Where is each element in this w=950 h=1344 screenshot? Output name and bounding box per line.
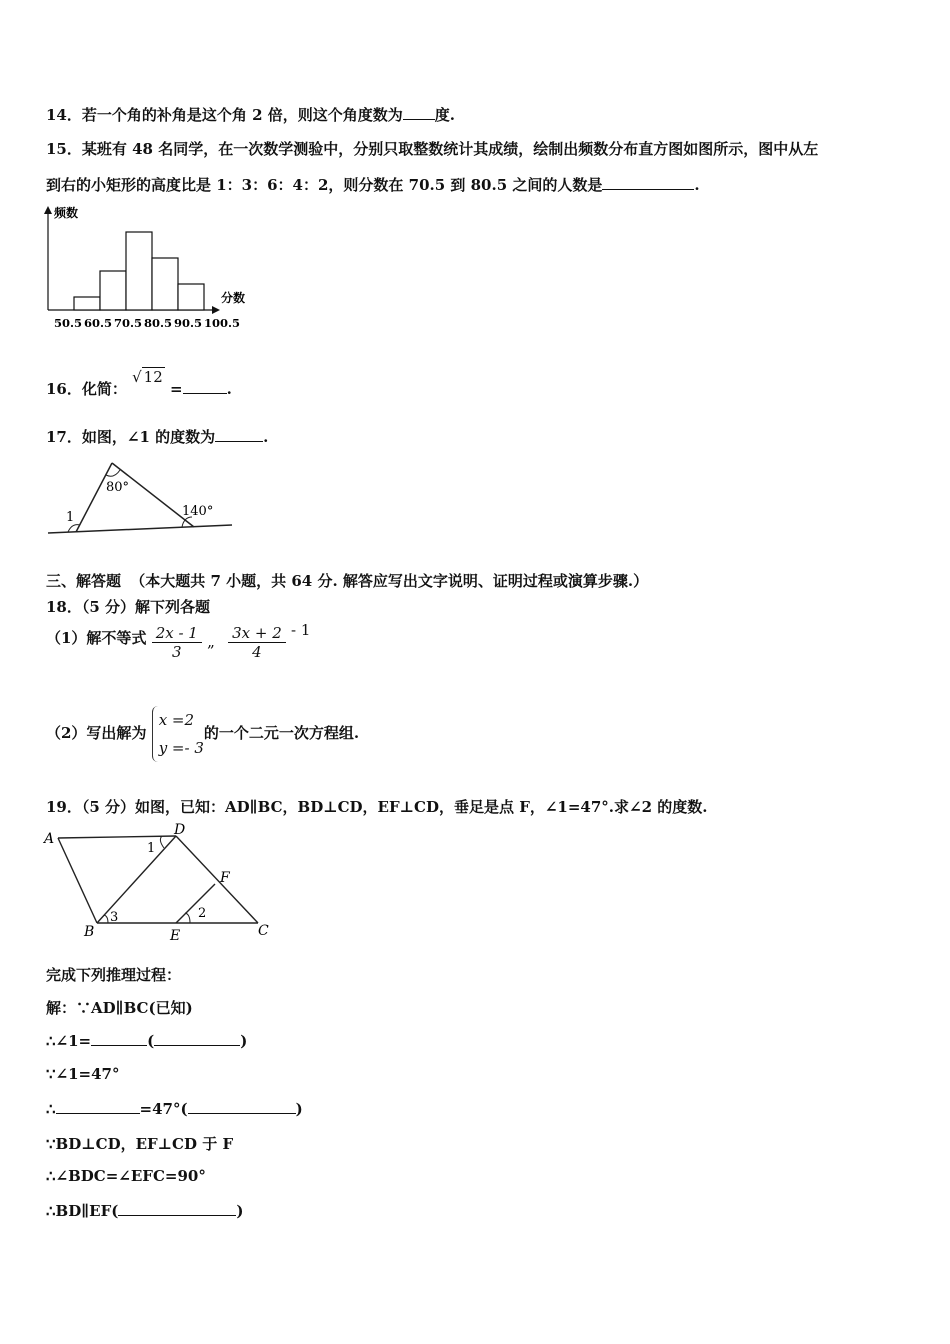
q18-eq2: y =- 3 bbox=[158, 739, 204, 757]
hist-tick-label: 80.5 bbox=[144, 316, 173, 330]
q19-point-B: B bbox=[84, 924, 95, 940]
q19-line-AD bbox=[58, 836, 176, 838]
hist-bar-0 bbox=[74, 297, 100, 310]
q19-line-BD bbox=[97, 836, 176, 923]
q19-angle-1: 1 bbox=[147, 841, 156, 856]
q14-text: 14．若一个角的补角是这个角 2 倍，则这个角度数为 bbox=[46, 106, 403, 124]
q18-frac1-num: 2x - 1 bbox=[152, 624, 202, 643]
q14-line bbox=[46, 104, 455, 125]
q14-answer-blank[interactable] bbox=[403, 105, 435, 120]
q19-step-4-end: ) bbox=[295, 1100, 303, 1118]
q15-answer-blank[interactable] bbox=[602, 175, 694, 190]
q17-answer-blank[interactable] bbox=[215, 427, 263, 442]
q18-relation: „ bbox=[207, 632, 215, 651]
q19-step-7 bbox=[46, 1201, 243, 1220]
q18-frac2 bbox=[228, 624, 286, 661]
q19-step-2-mid: ( bbox=[147, 1032, 155, 1050]
q19-step-4-mid: =47°( bbox=[139, 1100, 188, 1118]
q18-tail: - 1 bbox=[290, 620, 311, 639]
q16-label: 16．化简： bbox=[46, 380, 127, 398]
q17-angle-1: 1 bbox=[66, 510, 75, 525]
q19-angle-3: 3 bbox=[110, 910, 119, 925]
q18-frac2-num: 3x + 2 bbox=[228, 624, 286, 643]
q19-step-7-pre: ∴BD∥EF( bbox=[46, 1202, 119, 1220]
q17-angle-right: 140° bbox=[182, 504, 214, 519]
q18-frac1 bbox=[152, 624, 202, 661]
q19-point-C: C bbox=[258, 923, 269, 939]
q15-line-1: 15．某班有 48 名同学，在一次数学测验中，分别只取整数统计其成绩，绘制出频数分布直方图如图所示，图中从左 bbox=[46, 140, 819, 158]
q16-answer-blank[interactable] bbox=[183, 379, 227, 394]
q19-step-1: 解：∵AD∥BC(已知) bbox=[46, 999, 193, 1017]
q18-frac1-den: 3 bbox=[171, 643, 182, 661]
q19-step-2-end: ) bbox=[240, 1032, 248, 1050]
sqrt-sign-icon: √ bbox=[132, 368, 142, 386]
q16-sqrt bbox=[132, 368, 165, 386]
q18-frac2-den: 4 bbox=[252, 643, 262, 661]
q19-arc-3 bbox=[104, 915, 108, 923]
section3-header bbox=[46, 570, 648, 591]
q17-line bbox=[46, 426, 268, 447]
section3-title: 三、解答题 bbox=[46, 572, 122, 590]
q17-base-line bbox=[48, 525, 232, 533]
q15-line-2-text: 到右的小矩形的高度比是 1：3：6：4：2，则分数在 70.5 到 80.5 之间的人数是 bbox=[46, 176, 603, 194]
q19-arc-1 bbox=[160, 836, 164, 848]
q19-angle-2: 2 bbox=[198, 906, 207, 921]
q17-angle-top: 80° bbox=[106, 480, 130, 495]
q19-step-2-blank-b[interactable] bbox=[154, 1031, 240, 1046]
q19-step-2 bbox=[46, 1031, 247, 1050]
q19-step-4-blank-a[interactable] bbox=[56, 1099, 140, 1114]
q19-point-E: E bbox=[170, 928, 181, 944]
q18-part1 bbox=[46, 620, 311, 661]
q19-step-7-end: ) bbox=[236, 1202, 244, 1220]
q16-equals: = bbox=[170, 380, 183, 398]
hist-bar-4 bbox=[178, 284, 204, 310]
q17-end: . bbox=[263, 428, 269, 446]
q18-part2 bbox=[46, 706, 359, 762]
q19-arc-2 bbox=[185, 913, 190, 923]
hist-bar-1 bbox=[100, 271, 126, 310]
q19-step-4-blank-b[interactable] bbox=[188, 1099, 296, 1114]
q17-text: 17．如图，∠1 的度数为 bbox=[46, 428, 216, 446]
q15-line-2-suffix: . bbox=[694, 176, 700, 194]
q19-complete: 完成下列推理过程： bbox=[46, 966, 182, 984]
q18-part2-suffix: 的一个二元一次方程组. bbox=[203, 724, 360, 742]
q19-point-A: A bbox=[44, 831, 55, 847]
q19-line-EF bbox=[176, 884, 215, 923]
section3-note: （本大题共 7 小题，共 64 分. 解答应写出文字说明、证明过程或演算步骤.） bbox=[130, 572, 649, 590]
frequency-histogram bbox=[40, 200, 280, 340]
hist-tick-label: 60.5 bbox=[84, 316, 113, 330]
hist-bar-3 bbox=[152, 258, 178, 310]
q19-step-4 bbox=[46, 1099, 303, 1118]
q16-radicand: 12 bbox=[143, 368, 163, 386]
q14-suffix: 度. bbox=[434, 106, 455, 124]
q19-line-AB bbox=[58, 838, 97, 923]
hist-y-label: 频数 bbox=[54, 206, 79, 220]
q19-step-6: ∴∠BDC=∠EFC=90° bbox=[46, 1167, 206, 1185]
hist-x-arrow bbox=[212, 306, 220, 314]
q19-step-3: ∵∠1=47° bbox=[46, 1065, 120, 1083]
q15-line-2 bbox=[46, 174, 700, 195]
q18-system bbox=[152, 706, 204, 762]
q16-end: . bbox=[226, 380, 232, 398]
hist-tick-label: 70.5 bbox=[114, 316, 143, 330]
q18-title: 18．（5 分）解下列各题 bbox=[46, 598, 211, 616]
q19-point-F: F bbox=[220, 870, 230, 886]
q19-point-D: D bbox=[174, 822, 186, 838]
hist-y-arrow bbox=[44, 206, 52, 214]
q16-line bbox=[46, 368, 232, 399]
hist-tick-label: 90.5 bbox=[174, 316, 203, 330]
q17-left-side bbox=[76, 463, 112, 532]
hist-bar-2 bbox=[126, 232, 152, 310]
q19-title: 19．（5 分）如图，已知：AD∥BC，BD⊥CD，EF⊥CD，垂足是点 F，∠1=47°.求∠2 的度数. bbox=[46, 798, 708, 816]
q18-part1-label: （1）解不等式 bbox=[46, 628, 147, 647]
hist-tick-label: 100.5 bbox=[204, 316, 241, 330]
hist-tick-label: 50.5 bbox=[54, 316, 83, 330]
q19-step-2-pre: ∴∠1= bbox=[46, 1032, 92, 1050]
q19-step-7-blank[interactable] bbox=[118, 1201, 236, 1216]
q18-eq1: x =2 bbox=[158, 711, 195, 729]
q19-step-2-blank-a[interactable] bbox=[91, 1031, 147, 1046]
q19-step-4-pre: ∴ bbox=[46, 1100, 56, 1118]
q19-figure bbox=[40, 822, 280, 944]
q19-step-5: ∵BD⊥CD，EF⊥CD 于 F bbox=[46, 1135, 234, 1153]
q18-part2-label: （2）写出解为 bbox=[46, 724, 147, 742]
hist-x-label: 分数 bbox=[221, 291, 246, 305]
q17-triangle-figure bbox=[44, 455, 244, 545]
